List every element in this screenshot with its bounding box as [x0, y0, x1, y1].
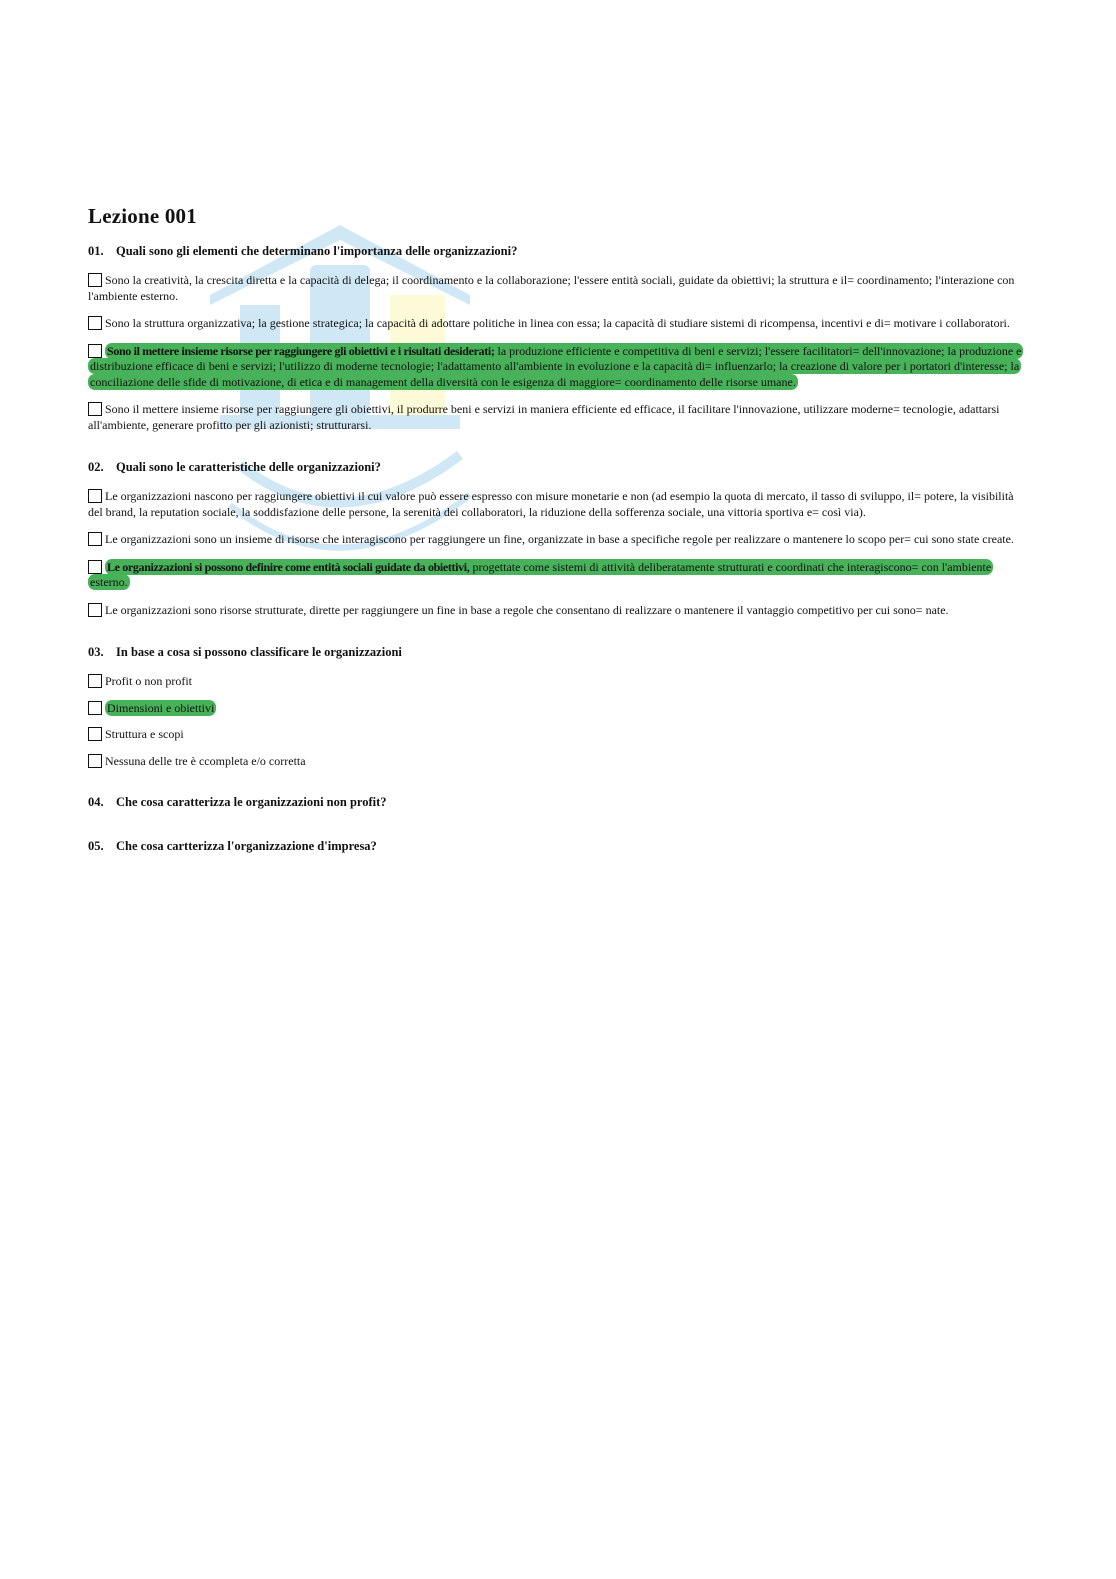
answer-option: Nessuna delle tre è ccompleta e/o corretta [88, 754, 1028, 770]
answer-option: Sono la struttura organizzativa; la gestione strategica; la capacità di adottare politiche in linea con essa; la capacità di studiare sistemi di ricompensa, incentivi e di= motivare i collaboratori. [88, 316, 1028, 332]
document-body [88, 204, 1028, 868]
answer-highlight: Dimensioni e obiettivi [107, 700, 215, 715]
answer-checkbox[interactable] [88, 273, 102, 287]
answer-checkbox[interactable] [88, 560, 102, 574]
answer-highlight: Sono il mettere insieme risorse per raggiungere gli obiettivi e i risultati desiderati; la produzione efficiente e competitiva di beni e servizi; l'essere facilitatori= dell'innovazione; la produzione e distribuzione efficace di beni e servizi; l'utilizzo di moderne tecnologie; l'adattamento all'ambiente in evoluzione e la capacità di= influenzarlo; la creazione di valore per i portatori d'interesse; la conciliazione delle sfide di motivazione, di etica e di management della diversità con le esigenza di maggiore= coordinamento delle risorse umane. [90, 343, 1022, 389]
answer-option-correct [88, 701, 1028, 717]
answer-option: Sono la creatività, la crescita diretta e la capacità di delega; il coordinamento e la collaborazione; l'essere entità sociali, guidate da obiettivi; la struttura e il= coordinamento; l'interazione con l'ambiente esterno. [88, 273, 1015, 303]
question-04: 04. Che cosa caratterizza le organizzazioni non profit? [88, 795, 387, 809]
answer-checkbox[interactable] [88, 489, 102, 503]
answer-checkbox[interactable] [88, 316, 102, 330]
question-03: 03. In base a cosa si possono classificare le organizzazioni [88, 645, 402, 659]
answer-option-correct [88, 344, 1028, 391]
answer-checkbox[interactable] [88, 603, 102, 617]
answer-checkbox[interactable] [88, 754, 102, 768]
answer-checkbox[interactable] [88, 532, 102, 546]
answer-option: Le organizzazioni sono risorse strutturate, dirette per raggiungere un fine in base a regole che consentano di realizzare o mantenere il vantaggio competitivo per cui sono= nate. [88, 603, 1028, 619]
answer-option: Profit o non profit [88, 674, 1028, 690]
answer-checkbox[interactable] [88, 674, 102, 688]
question-02: 02. Quali sono le caratteristiche delle organizzazioni? [88, 460, 381, 474]
answer-checkbox[interactable] [88, 727, 102, 741]
answer-checkbox[interactable] [88, 344, 102, 358]
question-01: 01. Quali sono gli elementi che determinano l'importanza delle organizzazioni? [88, 244, 518, 258]
lesson-title: Lezione 001 [88, 204, 197, 228]
answer-option: Sono il mettere insieme risorse per raggiungere gli obiettivi, il produrre beni e servizi in maniera efficiente ed efficace, il facilitare l'innovazione, utilizzare moderne= tecnologie, adattarsi all'ambiente, generare profitto per gli azionisti; strutturarsi. [88, 402, 1000, 432]
answer-option: Struttura e scopi [88, 727, 1028, 743]
answer-option: Le organizzazioni nascono per raggiungere obiettivi il cui valore può essere espresso con misure monetarie e non (ad esempio la quota di mercato, il tasso di sviluppo, il= potere, la visibilità del brand, la reputation sociale, la soddisfazione delle persone, la serenità dei collaboratori, la riduzione della sofferenza sociale, una vittoria sportiva e= così via). [88, 489, 1014, 519]
answer-option-correct [88, 560, 1028, 591]
answer-option: Le organizzazioni sono un insieme di risorse che interagiscono per raggiungere un fine, organizzate in base a specifiche regole per realizzare o mantenere lo scopo per= cui sono state create. [88, 532, 1028, 548]
answer-checkbox[interactable] [88, 402, 102, 416]
question-05: 05. Che cosa cartterizza l'organizzazione d'impresa? [88, 839, 377, 853]
answer-highlight: Le organizzazioni si possono definire come entità sociali guidate da obiettivi, progettate come sistemi di attività deliberatamente strutturati e coordinati che interagiscono= con l'ambiente esterno. [90, 559, 992, 589]
answer-checkbox[interactable] [88, 701, 102, 715]
